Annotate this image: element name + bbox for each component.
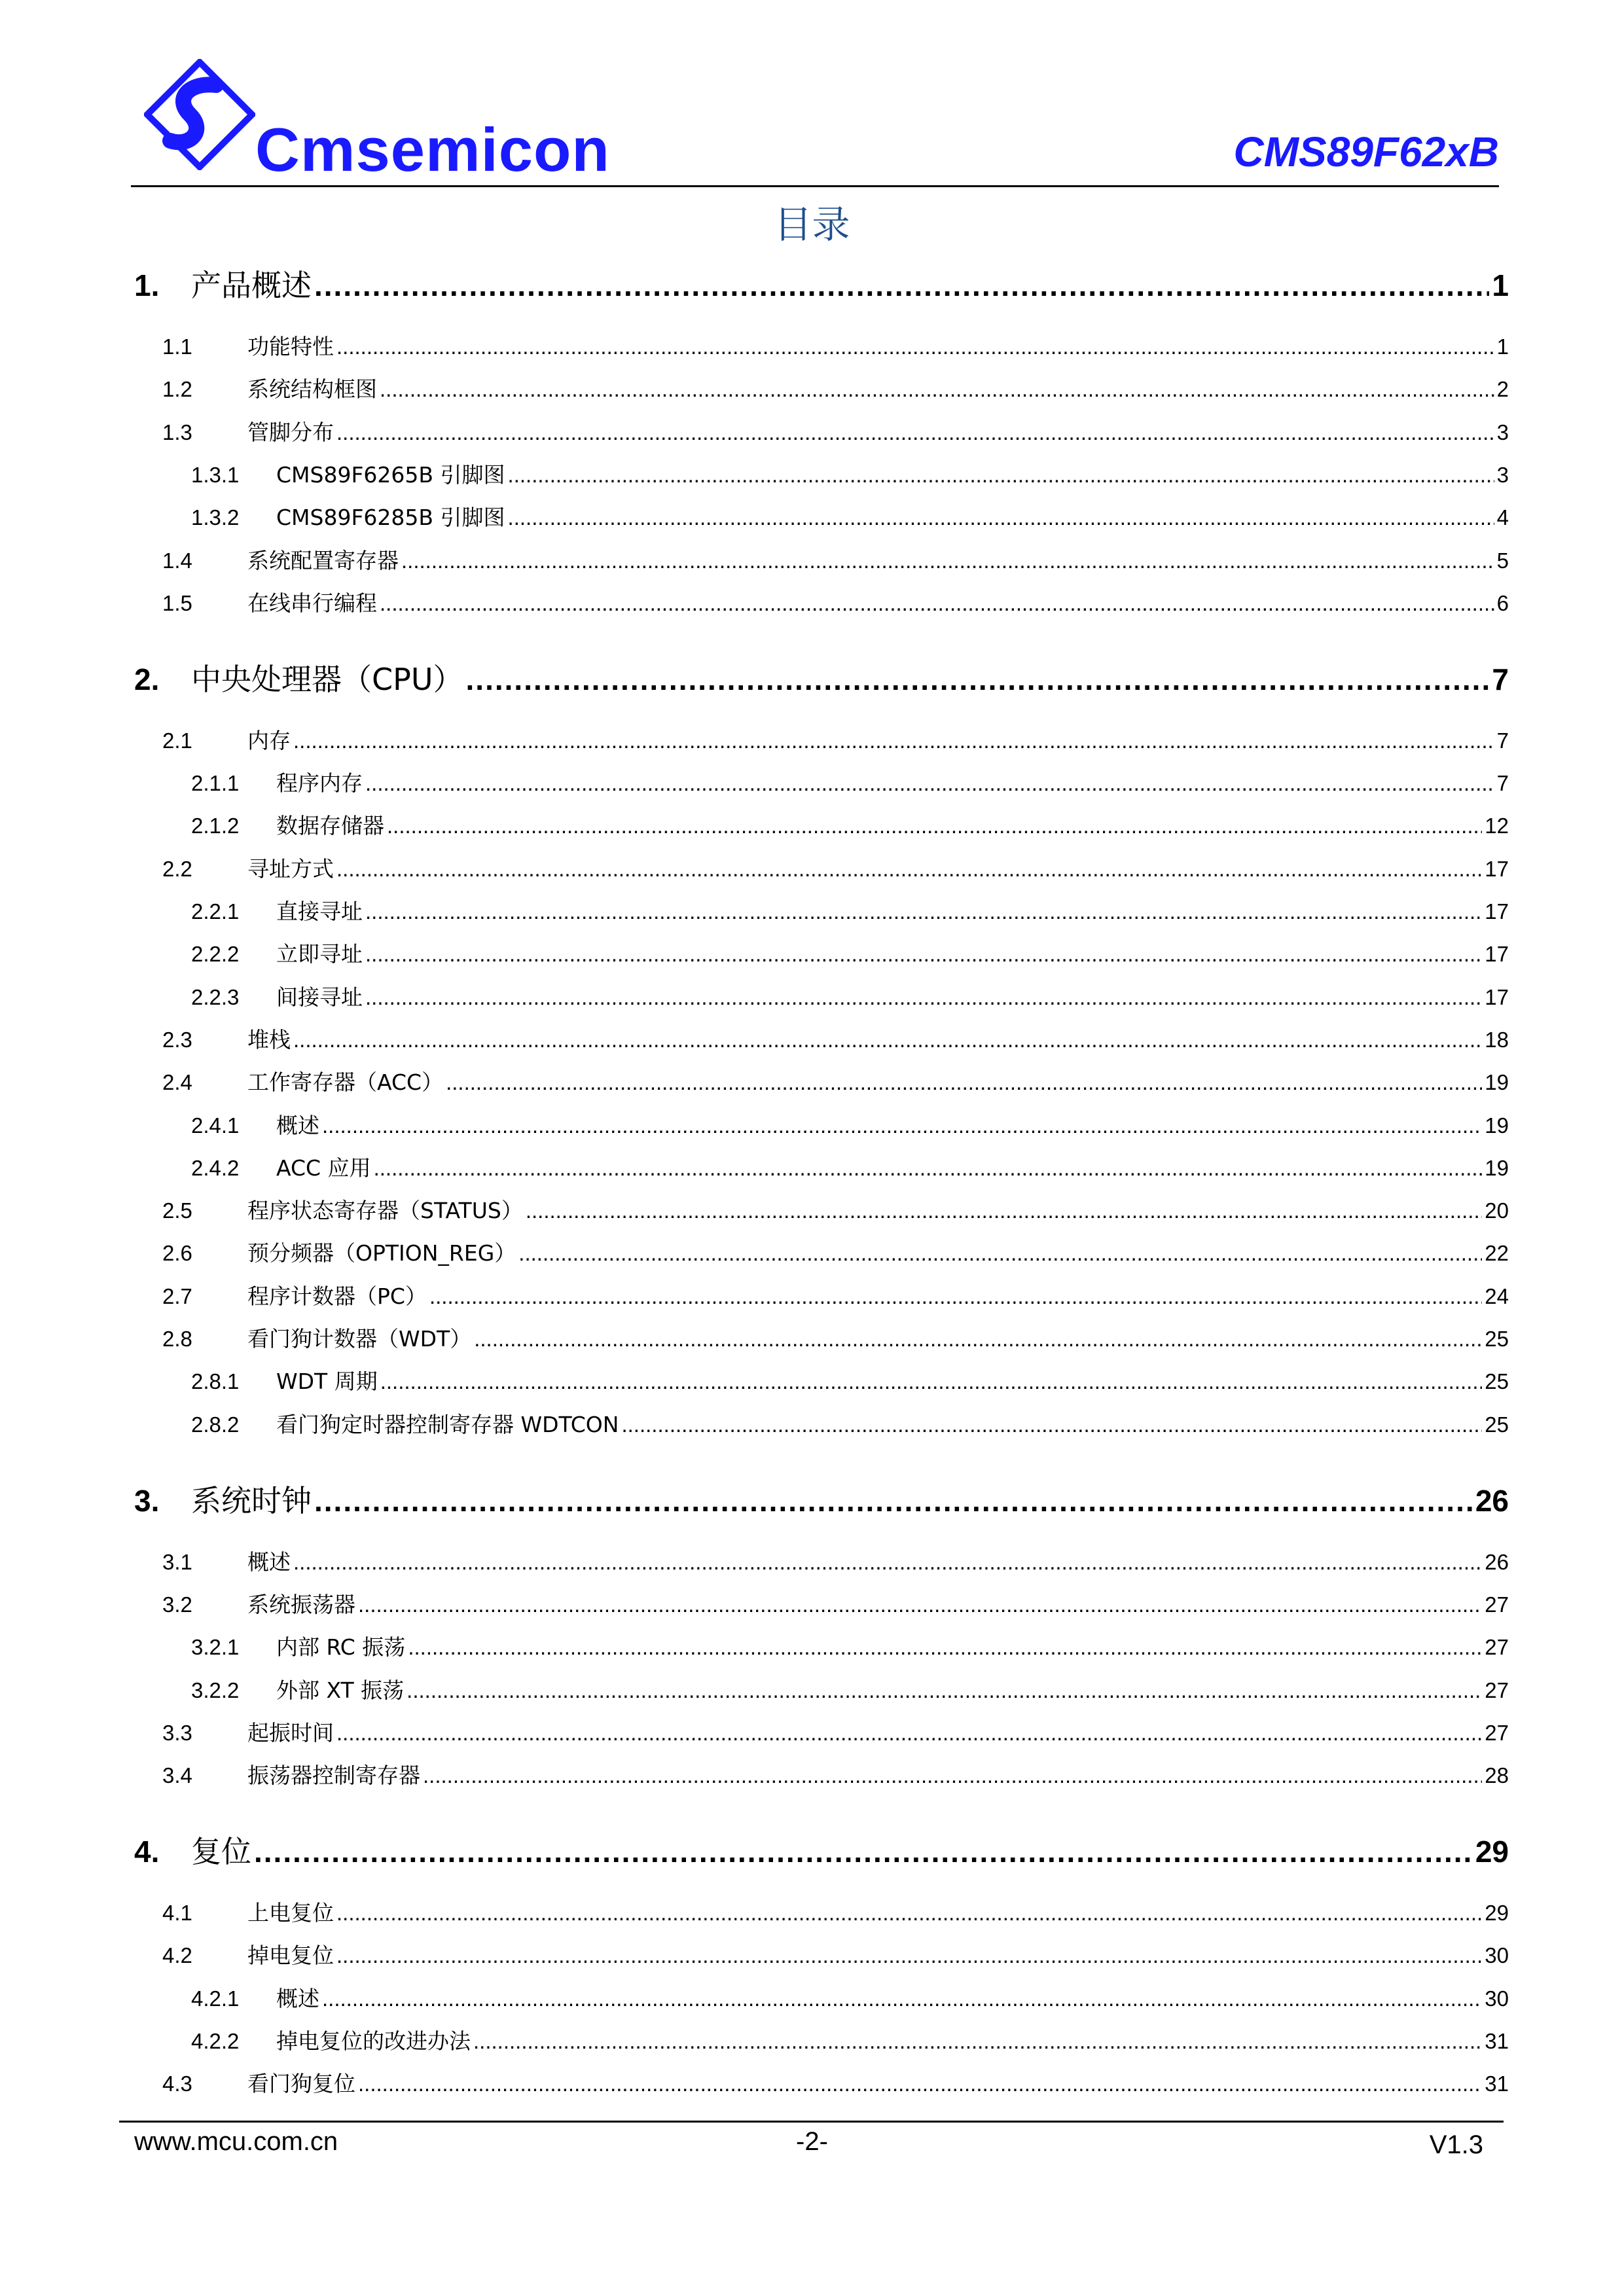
toc-entry[interactable] <box>134 809 1509 840</box>
toc-entry-title: 寻址方式 <box>247 855 334 882</box>
toc-entry-number: 2.4 <box>162 1070 192 1095</box>
toc-entry-page: 25 <box>1485 1327 1509 1351</box>
toc-entry-page: 4 <box>1496 505 1509 530</box>
toc-entry[interactable] <box>134 372 1509 403</box>
toc-entry[interactable] <box>134 1194 1509 1225</box>
toc-entry-page: 1 <box>1492 268 1509 302</box>
toc-entry-title: 程序状态寄存器（STATUS） <box>247 1198 523 1224</box>
toc-entry-title: 掉电复位 <box>247 1943 334 1969</box>
toc-entry-page: 3 <box>1496 462 1509 487</box>
toc-entry[interactable] <box>134 1630 1509 1661</box>
toc-entry[interactable] <box>134 458 1509 489</box>
footer-divider <box>119 2121 1504 2123</box>
toc-entry-title: WDT 周期 <box>276 1369 378 1395</box>
toc-entry-number: 2.2.3 <box>191 984 240 1009</box>
toc-entry-number: 2.2 <box>162 856 192 881</box>
toc-leader-dots <box>293 728 1494 753</box>
toc-entry-page: 19 <box>1485 1070 1509 1095</box>
toc-entry-number: 1.3 <box>162 420 192 444</box>
toc-entry[interactable] <box>134 1365 1509 1395</box>
toc-entry-page: 31 <box>1485 2029 1509 2053</box>
toc-entry[interactable] <box>134 1716 1509 1747</box>
toc-entry[interactable] <box>134 1280 1509 1310</box>
toc-leader-dots <box>423 1763 1482 1788</box>
toc-entry-title: 概述 <box>247 1549 291 1575</box>
toc-entry[interactable] <box>134 1066 1509 1096</box>
toc-entry-number: 1.3.2 <box>191 505 240 530</box>
toc-entry-title: 看门狗复位 <box>247 2071 355 2097</box>
toc-leader-dots <box>322 1113 1482 1138</box>
toc-leader-dots <box>314 268 1489 303</box>
toc-entry[interactable] <box>134 937 1509 968</box>
toc-entry-page: 19 <box>1485 1155 1509 1180</box>
toc-entry-number: 4.1 <box>162 1901 192 1926</box>
toc-entry-title: 直接寻址 <box>276 899 363 924</box>
toc-leader-dots <box>380 591 1494 616</box>
toc-entry-title: ACC 应用 <box>276 1155 371 1181</box>
toc-entry-page: 12 <box>1485 814 1509 838</box>
footer-page-number: -2- <box>796 2127 828 2156</box>
toc-leader-dots <box>380 1369 1483 1394</box>
toc-entry[interactable] <box>134 1828 1509 1871</box>
toc-entry-number: 2.5 <box>162 1198 192 1223</box>
toc-leader-dots <box>336 1721 1482 1746</box>
toc-entry-title: 复位 <box>191 1834 251 1870</box>
toc-entry-page: 29 <box>1485 1901 1509 1926</box>
toc-entry[interactable] <box>134 1236 1509 1267</box>
toc-entry-title: 掉电复位的改进办法 <box>276 2028 471 2054</box>
toc-entry[interactable] <box>134 895 1509 925</box>
toc-entry-page: 27 <box>1485 1635 1509 1660</box>
toc-leader-dots <box>374 1156 1483 1181</box>
toc-entry-page: 30 <box>1485 1986 1509 2011</box>
toc-entry-title: 概述 <box>276 1112 319 1138</box>
toc-entry[interactable] <box>134 766 1509 797</box>
toc-entry-title: 在线串行编程 <box>247 590 377 616</box>
toc-leader-dots <box>365 942 1482 967</box>
header-divider <box>131 185 1499 187</box>
toc-entry-number: 3.2 <box>162 1592 192 1617</box>
footer-website[interactable]: www.mcu.com.cn <box>134 2127 338 2156</box>
page-header <box>131 52 1499 190</box>
toc-entry-number: 4. <box>134 1835 160 1869</box>
brand-name: Cmsemicon <box>255 115 610 184</box>
toc-leader-dots <box>429 1284 1482 1309</box>
toc-leader-dots <box>474 1327 1482 1352</box>
toc-entry-title: 中央处理器（CPU） <box>191 661 463 697</box>
toc-entry-page: 30 <box>1485 1943 1509 1968</box>
toc-entry-number: 2.1.1 <box>191 771 240 796</box>
toc-entry-title: 数据存储器 <box>276 813 384 839</box>
toc-entry-number: 3.1 <box>162 1549 192 1574</box>
toc-entry-title: 程序计数器（PC） <box>247 1283 427 1309</box>
toc-entry-number: 1.5 <box>162 590 192 615</box>
toc-entry-number: 4.3 <box>162 2072 192 2096</box>
toc-entry[interactable] <box>134 501 1509 531</box>
toc-entry[interactable] <box>134 1588 1509 1619</box>
toc-leader-dots <box>401 548 1494 573</box>
toc-entry-number: 4.2.2 <box>191 2029 240 2053</box>
toc-entry-number: 1.3.1 <box>191 462 240 487</box>
toc-title: 目录 <box>774 202 850 247</box>
toc-entry-page: 26 <box>1475 1483 1509 1518</box>
toc-entry-page: 6 <box>1496 590 1509 615</box>
toc-entry-number: 4.2.1 <box>191 1986 240 2011</box>
toc-entry-number: 2.7 <box>162 1283 192 1308</box>
toc-entry-page: 17 <box>1485 942 1509 967</box>
toc-entry[interactable] <box>134 586 1509 617</box>
toc-entry-title: 系统振荡器 <box>247 1591 355 1617</box>
toc-entry-number: 2.4.1 <box>191 1113 240 1138</box>
toc-entry-title: 预分频器（OPTION_REG） <box>247 1240 516 1266</box>
toc-leader-dots <box>508 463 1494 488</box>
toc-entry-page: 17 <box>1485 984 1509 1009</box>
toc-entry-number: 3.3 <box>162 1720 192 1745</box>
toc-leader-dots <box>380 377 1494 402</box>
toc-entry-page: 29 <box>1475 1835 1509 1869</box>
toc-entry-page: 26 <box>1485 1549 1509 1574</box>
toc-leader-dots <box>365 985 1482 1010</box>
toc-leader-dots <box>314 1483 1473 1518</box>
toc-entry-title: CMS89F6265B 引脚图 <box>276 461 505 488</box>
toc-entry-page: 27 <box>1485 1720 1509 1745</box>
toc-entry-title: CMS89F6285B 引脚图 <box>276 505 505 531</box>
toc-entry[interactable] <box>134 1322 1509 1353</box>
toc-entry[interactable] <box>134 980 1509 1011</box>
toc-entry-number: 2.8 <box>162 1327 192 1351</box>
toc-entry[interactable] <box>134 1759 1509 1789</box>
toc-entry-page: 31 <box>1485 2072 1509 2096</box>
toc-entry-number: 2.1 <box>162 728 192 753</box>
footer-version: V1.3 <box>1429 2130 1483 2159</box>
s-wave-diamond-icon <box>144 59 255 170</box>
toc-entry-title: 看门狗定时器控制寄存器 WDTCON <box>276 1411 619 1437</box>
toc-entry-number: 3. <box>134 1483 160 1518</box>
toc-entry-title: 系统结构框图 <box>247 376 377 403</box>
toc-leader-dots <box>336 1943 1482 1968</box>
product-name: CMS89F62xB <box>1233 128 1499 175</box>
toc-leader-dots <box>518 1241 1482 1266</box>
toc-leader-dots <box>293 1028 1482 1052</box>
toc-entry[interactable] <box>134 1545 1509 1576</box>
toc-entry[interactable] <box>134 1408 1509 1439</box>
toc-entry-number: 3.4 <box>162 1763 192 1788</box>
toc-entry-title: 内存 <box>247 727 291 753</box>
toc-entry[interactable] <box>134 2067 1509 2098</box>
toc-entry-page: 18 <box>1485 1027 1509 1052</box>
toc-entry-title: 内部 RC 振荡 <box>276 1634 406 1660</box>
toc-leader-dots <box>358 1592 1482 1617</box>
toc-entry[interactable] <box>134 416 1509 446</box>
toc-entry-page: 1 <box>1496 334 1509 359</box>
toc-entry-number: 1.2 <box>162 377 192 402</box>
toc-entry[interactable] <box>134 2024 1509 2055</box>
toc-entry-title: 上电复位 <box>247 1900 334 1926</box>
toc-leader-dots <box>446 1070 1482 1095</box>
toc-entry[interactable] <box>134 1151 1509 1182</box>
toc-entry-number: 2.4.2 <box>191 1155 240 1180</box>
toc-entry[interactable] <box>134 1477 1509 1520</box>
toc-entry-title: 产品概述 <box>191 268 312 303</box>
toc-entry[interactable] <box>134 330 1509 361</box>
toc-entry-page: 7 <box>1496 728 1509 753</box>
toc-entry-number: 1.1 <box>162 334 192 359</box>
toc-entry[interactable] <box>134 724 1509 755</box>
toc-leader-dots <box>406 1678 1482 1703</box>
toc-entry-number: 4.2 <box>162 1943 192 1968</box>
toc-entry[interactable] <box>134 1109 1509 1139</box>
toc-entry[interactable] <box>134 262 1509 305</box>
toc-entry-number: 2.6 <box>162 1241 192 1266</box>
toc-entry-title: 间接寻址 <box>276 984 363 1010</box>
toc-entry-number: 2.8.1 <box>191 1369 240 1394</box>
toc-entry-page: 17 <box>1485 856 1509 881</box>
toc-entry-number: 2.8.2 <box>191 1412 240 1437</box>
toc-entry-number: 3.2.2 <box>191 1677 240 1702</box>
toc-entry-title: 程序内存 <box>276 770 363 797</box>
toc-entry-number: 2.3 <box>162 1027 192 1052</box>
toc-entry-number: 2. <box>134 662 160 696</box>
toc-entry[interactable] <box>134 852 1509 883</box>
toc-entry[interactable] <box>134 1023 1509 1054</box>
toc-entry-title: 堆栈 <box>247 1026 291 1052</box>
toc-entry-title: 起振时间 <box>247 1719 334 1746</box>
toc-leader-dots <box>293 1550 1482 1575</box>
toc-leader-dots <box>254 1834 1473 1869</box>
toc-entry-page: 19 <box>1485 1113 1509 1138</box>
toc-leader-dots <box>473 2029 1482 2054</box>
toc-leader-dots <box>408 1635 1482 1660</box>
toc-entry-title: 工作寄存器（ACC） <box>247 1069 444 1096</box>
toc-entry-page: 7 <box>1492 662 1509 696</box>
toc-entry-number: 2.1.2 <box>191 814 240 838</box>
toc-entry-title: 功能特性 <box>247 334 334 359</box>
toc-leader-dots <box>322 1986 1482 2011</box>
toc-entry-title: 振荡器控制寄存器 <box>247 1763 420 1789</box>
toc-entry-page: 7 <box>1496 771 1509 796</box>
toc-entry[interactable] <box>134 544 1509 575</box>
toc-entry-page: 5 <box>1496 548 1509 573</box>
toc-leader-dots <box>365 771 1494 796</box>
toc-entry-title: 看门狗计数器（WDT） <box>247 1326 472 1352</box>
toc-entry-number: 2.2.2 <box>191 942 240 967</box>
toc-entry-page: 28 <box>1485 1763 1509 1788</box>
toc-entry-page: 25 <box>1485 1412 1509 1437</box>
toc-entry-page: 27 <box>1485 1592 1509 1617</box>
toc-leader-dots <box>365 899 1482 924</box>
toc-entry-page: 20 <box>1485 1198 1509 1223</box>
toc-entry-title: 立即寻址 <box>276 941 363 967</box>
toc-leader-dots <box>358 2072 1482 2096</box>
toc-entry-page: 27 <box>1485 1677 1509 1702</box>
toc-entry-number: 1.4 <box>162 548 192 573</box>
toc-entry[interactable] <box>134 1982 1509 2013</box>
toc-entry-title: 系统配置寄存器 <box>247 547 399 573</box>
toc-leader-dots <box>508 505 1494 530</box>
toc-leader-dots <box>336 420 1494 445</box>
toc-entry-page: 25 <box>1485 1369 1509 1394</box>
toc-entry-number: 3.2.1 <box>191 1635 240 1660</box>
toc-entry[interactable] <box>134 1896 1509 1927</box>
toc-entry-number: 2.2.1 <box>191 899 240 924</box>
toc-entry-page: 2 <box>1496 377 1509 402</box>
toc-entry-number: 1. <box>134 268 160 302</box>
toc-entry[interactable] <box>134 1674 1509 1704</box>
toc-entry-page: 17 <box>1485 899 1509 924</box>
toc-leader-dots <box>621 1412 1482 1437</box>
toc-entry-page: 24 <box>1485 1283 1509 1308</box>
toc-entry-page: 22 <box>1485 1241 1509 1266</box>
toc-entry-title: 管脚分布 <box>247 419 334 445</box>
toc-entry-title: 概述 <box>276 1985 319 2011</box>
toc-leader-dots <box>466 662 1490 697</box>
toc-entry[interactable] <box>134 656 1509 699</box>
toc-leader-dots <box>336 1901 1482 1926</box>
toc-leader-dots <box>387 814 1482 838</box>
toc-entry-page: 3 <box>1496 420 1509 444</box>
toc-entry-title: 系统时钟 <box>191 1482 312 1518</box>
toc-entry-title: 外部 XT 振荡 <box>276 1677 405 1703</box>
toc-leader-dots <box>336 334 1494 359</box>
toc-leader-dots <box>336 857 1482 882</box>
toc-leader-dots <box>526 1198 1482 1223</box>
toc-entry[interactable] <box>134 1939 1509 1969</box>
